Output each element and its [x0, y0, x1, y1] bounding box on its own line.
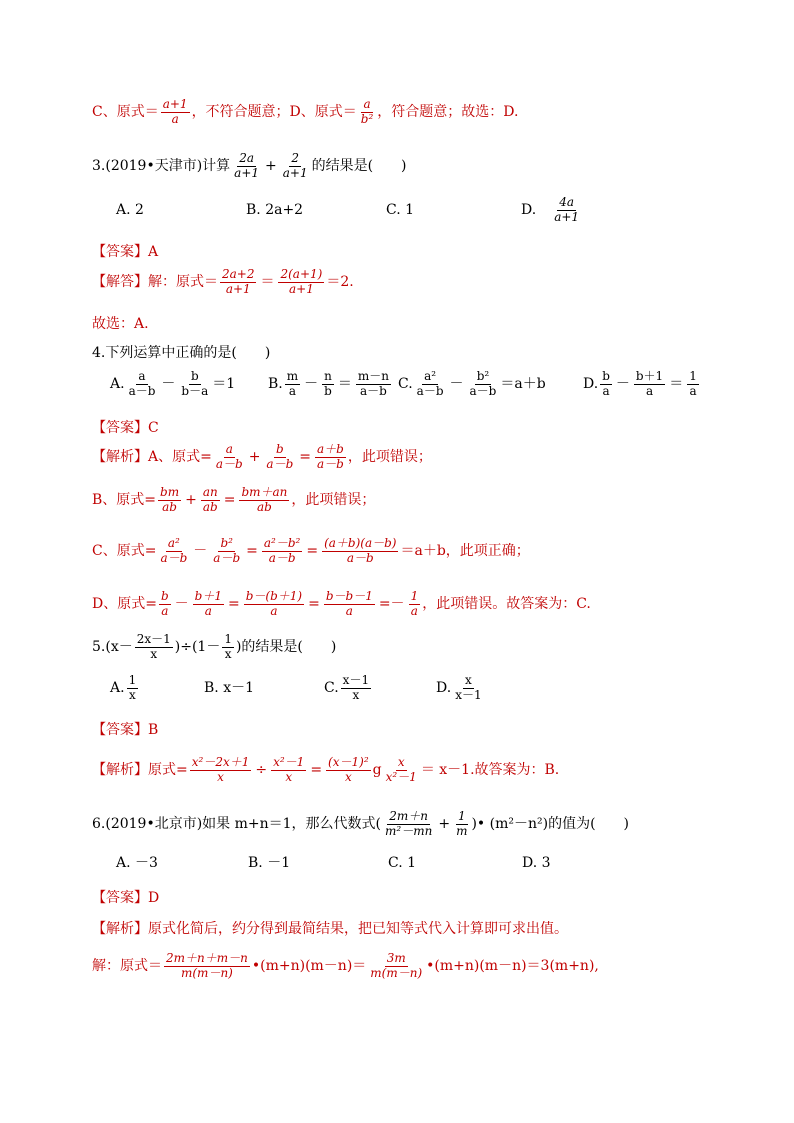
text: ，此项错误。故答案为：C.: [422, 595, 591, 612]
fraction: [214, 443, 245, 472]
fraction: [322, 370, 334, 399]
fraction: [127, 370, 158, 399]
fraction: [159, 590, 171, 619]
solution-tag: 【解答】: [92, 273, 148, 290]
text: 原式=: [148, 761, 188, 778]
fraction: [468, 370, 499, 399]
analysis-tag: 【解析】: [92, 448, 148, 465]
text: C、原式=: [92, 542, 157, 559]
numerator: a: [225, 442, 233, 456]
fraction: [158, 486, 181, 515]
q6-solution: [92, 952, 754, 981]
operator: =－: [378, 595, 405, 612]
q4-answer: [92, 417, 754, 437]
denominator: b: [324, 383, 332, 398]
operator: =: [310, 761, 323, 778]
denominator: a－b: [160, 550, 188, 565]
denominator: m(m－n): [370, 965, 423, 980]
q6-options: [116, 855, 754, 872]
denominator: a－b: [346, 550, 374, 565]
denominator: x²－1: [385, 769, 417, 784]
numerator: 1: [128, 673, 137, 687]
numerator: 2(a+1): [280, 267, 323, 281]
numerator: bm: [160, 485, 180, 499]
numerator: 2: [291, 151, 299, 165]
denominator: a－b: [128, 383, 156, 398]
numerator: x: [465, 673, 472, 687]
option-label: D.: [436, 679, 452, 696]
denominator: a+1: [554, 209, 580, 224]
denominator: a+1: [282, 165, 308, 180]
text: A、原式=: [148, 448, 212, 465]
fraction: [220, 268, 256, 297]
numerator: m－n: [357, 369, 389, 383]
denominator: x: [285, 769, 293, 784]
operator: －: [304, 375, 319, 392]
numerator: a: [363, 97, 371, 111]
text: 3.(2019•天津市)计算: [92, 157, 231, 174]
fraction: [285, 370, 300, 399]
text: )÷(1－: [174, 638, 221, 655]
numerator: (a＋b)(a－b): [324, 536, 397, 550]
fraction: [164, 952, 250, 981]
numerator: a²: [167, 536, 180, 550]
option-c: [398, 370, 583, 399]
answer-value: C: [148, 420, 159, 436]
operator: ＝: [337, 375, 352, 392]
q4-analysis-c: [92, 537, 754, 566]
denominator: ab: [257, 499, 272, 514]
numerator: x²－2x＋1: [191, 755, 250, 769]
operator: －: [193, 542, 208, 559]
fraction: [356, 370, 391, 399]
fraction: [322, 537, 398, 566]
numerator: 3m: [386, 951, 406, 965]
denominator: a+1: [225, 281, 251, 296]
operator: =: [227, 595, 240, 612]
denominator: a－b: [317, 456, 344, 471]
q4-analysis-b: [92, 486, 754, 515]
numerator: m: [286, 369, 299, 383]
numerator: 2x－1: [136, 632, 171, 646]
denominator: a－b: [469, 383, 497, 398]
numerator: 1: [224, 632, 232, 646]
fraction: [315, 443, 346, 472]
fraction: [264, 443, 295, 472]
fraction: [409, 590, 421, 619]
fraction: [324, 590, 375, 619]
q3-options: [116, 196, 754, 225]
operator: －: [174, 595, 189, 612]
result: ＝1: [212, 375, 236, 392]
q5-options: [110, 674, 754, 703]
numerator: 4a: [559, 195, 574, 209]
denominator: a: [345, 603, 353, 618]
numerator: a²: [424, 369, 437, 383]
denominator: a: [689, 383, 697, 398]
numerator: 2a: [239, 151, 254, 165]
text: 解：原式＝: [92, 957, 162, 974]
fraction: [368, 952, 424, 981]
text: C、原式＝: [92, 103, 159, 120]
text: •(m+n)(m－n)＝3(m+n),: [426, 957, 599, 974]
fraction: [232, 152, 261, 181]
fraction: [211, 537, 242, 566]
numerator: b－b－1: [325, 589, 373, 603]
fraction: [359, 98, 376, 127]
denominator: a－b: [416, 383, 444, 398]
fraction: [281, 152, 310, 181]
text: D、原式=: [92, 595, 157, 612]
operator: －: [161, 375, 176, 392]
operator: =: [306, 542, 319, 559]
option-label: A.: [110, 375, 125, 392]
fraction: [135, 633, 173, 662]
denominator: x: [352, 687, 360, 702]
denominator: a: [645, 383, 654, 398]
option-d: D. 3: [522, 855, 551, 871]
option-label: A.: [110, 679, 125, 696]
denominator: m²－mn: [385, 823, 433, 838]
numerator: x: [397, 755, 405, 769]
fraction: [244, 590, 304, 619]
text: 5.(x－: [92, 638, 133, 655]
fraction: [222, 633, 234, 662]
answer-tag: 【答案】: [92, 722, 148, 738]
answer-value: D: [148, 890, 160, 906]
operator: ＝: [669, 375, 684, 392]
operator: +: [265, 157, 277, 174]
denominator: a－b: [268, 550, 296, 565]
denominator: a: [270, 603, 278, 618]
denominator: x: [344, 769, 352, 784]
denominator: a: [171, 111, 179, 126]
numerator: a²－b²: [263, 536, 301, 550]
fraction: [600, 370, 612, 399]
numerator: b: [160, 589, 169, 603]
denominator: b²: [360, 111, 374, 126]
fraction: [201, 486, 220, 515]
denominator: ab: [202, 499, 218, 514]
denominator: ab: [162, 499, 177, 514]
numerator: a+1: [162, 97, 188, 111]
fraction: [179, 370, 210, 399]
option-label: C.: [324, 679, 339, 696]
denominator: x－1: [455, 687, 482, 702]
option-b: [268, 370, 398, 399]
fraction: [262, 537, 302, 566]
denominator: a: [602, 383, 610, 398]
denominator: x: [224, 646, 232, 661]
analysis-text: 原式化简后，约分得到最简结果，把已知等式代入计算即可求出值。: [148, 921, 568, 937]
text: 的结果是( ): [311, 157, 407, 174]
option-d: [583, 370, 701, 399]
numerator: b: [190, 369, 199, 383]
fraction: [326, 756, 371, 785]
numerator: b: [276, 442, 284, 456]
operator: =: [299, 448, 311, 465]
text: )的结果是( ): [235, 638, 337, 655]
text: 解：原式＝: [148, 273, 218, 290]
option-c: [324, 674, 436, 703]
analysis-tag: 【解析】: [92, 761, 148, 778]
numerator: b＋1: [635, 369, 664, 383]
denominator: a－b: [360, 383, 387, 398]
denominator: x: [128, 687, 136, 702]
q3-stem: [92, 152, 754, 181]
text: ，不符合题意；D、原式＝: [191, 103, 357, 120]
denominator: a: [410, 603, 418, 618]
numerator: (x－1)²: [328, 755, 369, 769]
numerator: b²: [220, 536, 233, 550]
fraction: [127, 674, 139, 703]
denominator: a+1: [234, 165, 260, 180]
text: ＝ x－1.故答案为：B.: [420, 761, 560, 778]
q4-stem: 4.下列运算中正确的是( ): [92, 345, 271, 361]
answer-tag: 【答案】: [92, 244, 148, 260]
q5-stem: [92, 633, 754, 662]
option-label: B.: [268, 375, 283, 392]
denominator: m(m－n): [181, 965, 233, 980]
numerator: 1: [457, 809, 466, 823]
denominator: a－b: [266, 456, 294, 471]
denominator: a－b: [215, 456, 243, 471]
denominator: a: [204, 603, 212, 618]
text: g: [372, 761, 382, 778]
option-label: D.: [583, 375, 599, 392]
numerator: 1: [689, 369, 697, 383]
denominator: a+1: [288, 281, 314, 296]
fraction: [687, 370, 699, 399]
numerator: a＋b: [317, 442, 344, 456]
q6-analysis: [92, 918, 754, 938]
text: ，此项错误；: [347, 448, 432, 465]
text: ，符合题意；故选：D.: [377, 103, 519, 120]
numerator: 2m＋n＋m－n: [166, 951, 248, 965]
operator: －: [449, 375, 464, 392]
numerator: a: [138, 369, 146, 383]
denominator: a－b: [213, 550, 241, 565]
text: )• (m²－n²)的值为( ): [471, 815, 629, 832]
numerator: b: [602, 369, 610, 383]
numerator: 2m＋n: [389, 809, 429, 823]
text: ，此项错误；: [291, 491, 376, 508]
fraction: [453, 674, 483, 703]
numerator: 1: [410, 589, 419, 603]
numerator: 2a+2: [222, 267, 255, 281]
option-a: [110, 674, 204, 703]
fraction: [415, 370, 446, 399]
operator: +: [248, 448, 261, 465]
answer-value: B: [148, 722, 159, 738]
analysis-tag: 【解析】: [92, 921, 148, 937]
q4-analysis-d: [92, 590, 754, 619]
fraction: [239, 486, 289, 515]
numerator: b＋1: [194, 589, 222, 603]
option-c: C. 1: [386, 201, 415, 218]
operator: =: [223, 491, 236, 508]
fraction: [341, 674, 371, 703]
text: ＝a＋b，此项正确；: [400, 542, 530, 559]
numerator: b－(b＋1): [245, 589, 303, 603]
option-d: [436, 674, 486, 703]
q6-answer: [92, 887, 754, 907]
answer-tag: 【答案】: [92, 420, 148, 436]
option-a: A. －3: [116, 855, 158, 871]
denominator: b－a: [181, 383, 209, 398]
fraction: [384, 756, 419, 785]
operator: ÷: [255, 761, 268, 778]
fraction: [271, 756, 306, 785]
option-b: B. 2a+2: [246, 201, 304, 218]
q5-answer: [92, 719, 754, 739]
fraction: [158, 537, 189, 566]
option-label: C.: [398, 375, 413, 392]
q2-tail-line: [92, 98, 754, 127]
numerator: x－1: [342, 673, 370, 687]
option-d-label: D.: [521, 201, 537, 218]
fraction: [454, 810, 469, 839]
fraction: [161, 98, 190, 127]
denominator: x: [150, 646, 158, 661]
text: B、原式=: [92, 491, 157, 508]
option-b: B. x－1: [204, 679, 254, 696]
q3-solution: [92, 268, 754, 297]
operator: －: [615, 375, 630, 392]
denominator: a: [288, 383, 297, 398]
numerator: b²: [476, 369, 490, 383]
denominator: m: [456, 823, 468, 838]
q4-options: [110, 370, 754, 399]
numerator: an: [202, 485, 218, 499]
denominator: x: [217, 769, 224, 784]
fraction: [278, 268, 324, 297]
fraction: [383, 810, 434, 839]
numerator: x²－1: [273, 755, 305, 769]
operator: +: [438, 815, 451, 832]
option-b: B. －1: [248, 855, 291, 871]
q3-choose: 故选：A.: [92, 316, 149, 332]
q4-analysis-a: [92, 443, 754, 472]
option-a: A. 2: [116, 201, 144, 218]
option-a: [110, 370, 268, 399]
option-c: C. 1: [388, 855, 417, 871]
answer-value: A: [148, 244, 159, 260]
operator: =: [308, 595, 320, 612]
result: ＝a＋b: [500, 375, 546, 392]
fraction: [552, 196, 581, 225]
operator: ＝: [260, 273, 275, 290]
fraction: [190, 756, 252, 785]
numerator: bm＋an: [241, 485, 288, 499]
numerator: n: [324, 369, 332, 383]
q6-stem: [92, 810, 754, 839]
q5-analysis: [92, 756, 754, 785]
operator: =: [246, 542, 258, 559]
q3-answer: [92, 241, 754, 261]
text: •(m+n)(m－n)＝: [251, 957, 367, 974]
fraction: [634, 370, 665, 399]
text: 6.(2019•北京市)如果 m+n＝1，那么代数式(: [92, 815, 382, 832]
fraction: [193, 590, 224, 619]
text: ＝2.: [326, 273, 354, 290]
operator: +: [185, 491, 197, 508]
denominator: a: [161, 603, 169, 618]
answer-tag: 【答案】: [92, 890, 148, 906]
